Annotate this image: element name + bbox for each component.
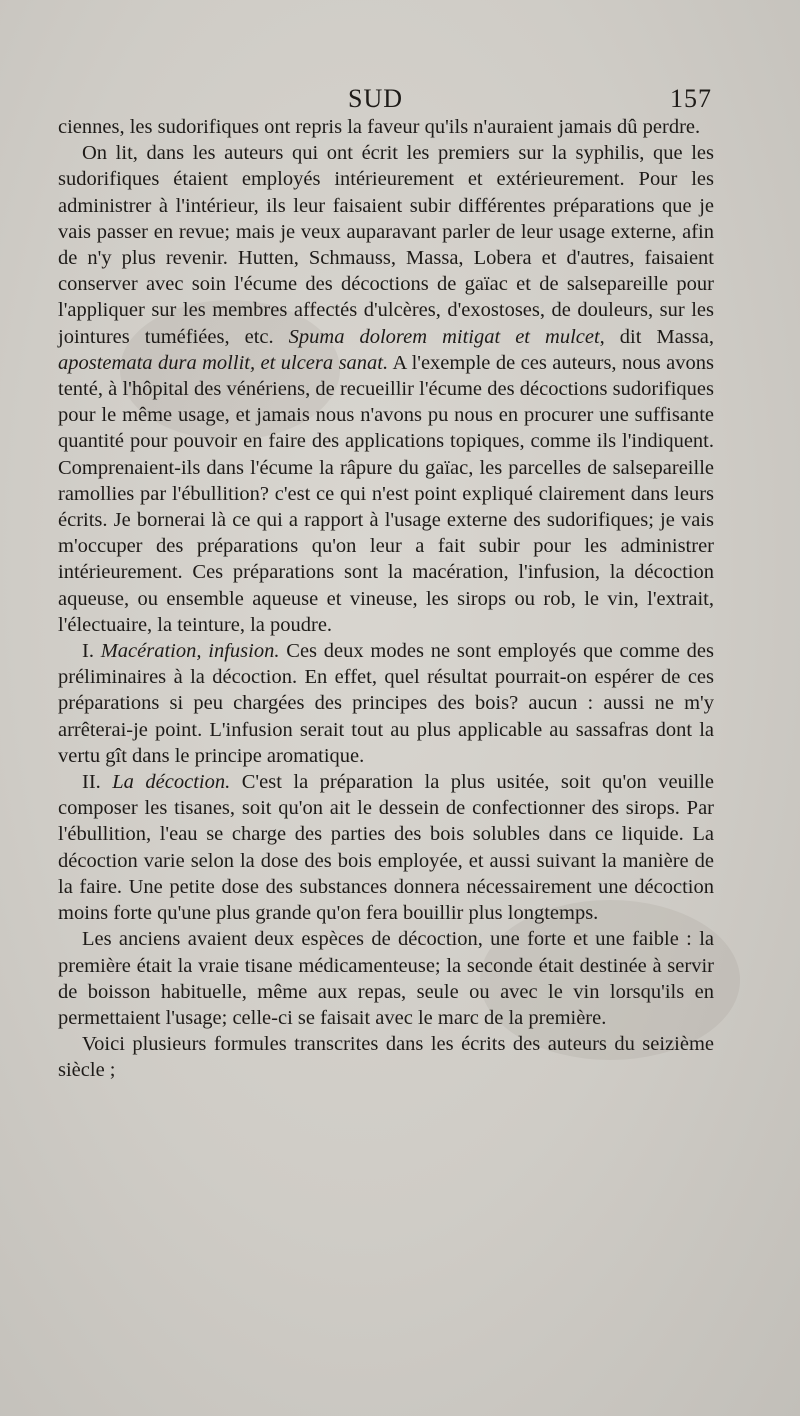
paragraph-text: On lit, dans les auteurs qui ont écrit les premiers sur la syphilis, que les sudorifiques étaient employés intérieurement et extérieurement. Pour les administrer à l'intérieur, ils leur faisaient subir différentes préparations que je vais passer en revue; mais je veux auparavant parler de leur usage externe, afin de n'y plus revenir. Hutten, Schmauss, Massa, Lobera et d'autres, faisaient conserver avec soin l'écume des décoctions de gaïac et de salsepareille pour l'appliquer sur les membres affectés d'ulcères, d'exostoses, de douleurs, sur les jointures tuméfiées, etc. (58, 142, 714, 348)
running-head: SUD (348, 84, 404, 113)
paragraph-text: A l'exemple de ces auteurs, nous avons tenté, à l'hôpital des vénériens, de recueillir l'écume des décoctions sudorifiques pour le même usage, et jamais nous n'avons pu nous en procurer une suffisante quantité pour pouvoir en faire des applications topiques, comme ils l'indiquent. Comprenaient-ils dans l'écume la râpure du gaïac, les parcelles de salsepareille ramollies par l'ébullition? c'est ce qui n'est point expliqué clairement dans leurs écrits. Je bornerai là ce qui a rapport à l'usage externe des sudorifiques; je vais m'occuper des préparations qu'on leur a fait subir pour les administrer intérieurement. Ces préparations sont la macération, l'infusion, la décoction aqueuse, ou ensemble aqueuse et vineuse, les sirops ou rob, le vin, l'extrait, l'électuaire, la teinture, la poudre. (58, 351, 714, 636)
page-number: 157 (670, 84, 712, 113)
paragraph-formulas-intro (58, 1031, 714, 1083)
paragraph-text: Voici plusieurs formules transcrites dans les écrits des auteurs du seizième siècle ; (58, 1033, 714, 1082)
section-maceration (58, 638, 714, 769)
paragraph-ancient-decoctions (58, 926, 714, 1031)
section-decoction (58, 769, 714, 926)
paragraph-external-use (58, 140, 714, 638)
page-header (0, 84, 800, 118)
paragraph-continued (58, 114, 714, 140)
section-number: II. (82, 771, 113, 794)
paragraph-text: , dit Massa, (599, 325, 714, 348)
paragraph-text: Ces deux modes ne sont employés que comme des préliminaires à la décoction. En effet, quel résultat pourrait-on espérer de ces préparations si peu chargées des principes des bois? aucun : aussi ne m'y arrêterai-je point. L'infusion serait tout au plus applicable au sassafras dont la vertu gît dans le principe aromatique. (58, 640, 714, 767)
paragraph-text: C'est la préparation la plus usitée, soit qu'on veuille composer les tisanes, soit qu'on ait le dessein de confectionner des sirops. Par l'ébullition, l'eau se charge des parties des bois solubles dans ce liquide. La décoction varie selon la dose des bois employée, et aussi suivant la manière de la faire. Une petite dose des substances donnera nécessairement une décoction moins forte qu'une plus grande qu'on fera bouillir plus longtemps. (58, 771, 715, 925)
section-heading: La décoction. (112, 771, 231, 794)
body-text (58, 114, 714, 1084)
paragraph-text: ciennes, les sudorifiques ont repris la faveur qu'ils n'auraient jamais dû perdre. (58, 116, 701, 138)
section-heading: Macération, infusion. (100, 640, 280, 663)
section-number: I. (82, 640, 101, 663)
paragraph-text: Les anciens avaient deux espèces de décoction, une forte et une faible : la première était la vraie tisane médicamenteuse; la seconde était destinée à servir de boisson habituelle, même aux repas, seule ou avec le vin lorsqu'ils en permettaient l'usage; celle-ci se faisait avec le marc de la première. (58, 928, 714, 1029)
latin-quote: Spuma dolorem mitigat et mulcet (288, 325, 600, 348)
latin-quote: apostemata dura mollit, et ulcera sanat. (58, 351, 389, 374)
